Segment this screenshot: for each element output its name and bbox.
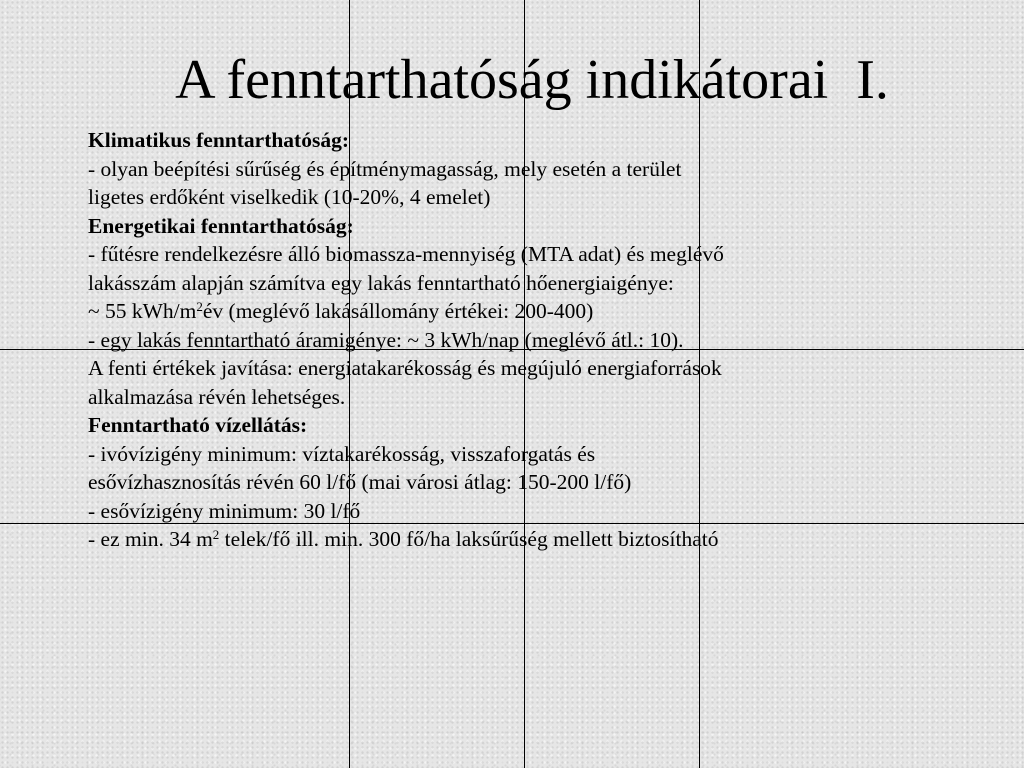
section-heading-water: Fenntartható vízellátás: (88, 413, 308, 437)
slide-title: A fenntarthatóság indikátorai I. (175, 49, 889, 111)
water-line-2: esővízhasznosítás révén 60 l/fő (mai városi átlag: 150-200 l/fő) (88, 470, 632, 494)
climatic-line-1: - olyan beépítési sűrűség és építménymagasság, mely esetén a terület (88, 156, 682, 181)
water-line-4-prefix: - ez min. 34 m (88, 527, 213, 551)
section-heading-energy: Energetikai fenntarthatóság: (88, 213, 354, 238)
energy-line-3 (88, 297, 968, 326)
water-line-4 (88, 525, 968, 554)
slide-body (88, 126, 968, 554)
water-line-4-suffix: telek/fő ill. min. 300 fő/ha laksűrűség mellett biztosítható (219, 527, 719, 551)
water-line-3: - esővízigény minimum: 30 l/fő (88, 498, 361, 523)
energy-line-3-superscript: 2 (196, 299, 203, 314)
energy-line-5: A fenti értékek javítása: energiatakarékosság és megújuló energiaforrások (88, 356, 722, 380)
energy-line-2: lakásszám alapján számítva egy lakás fenntartható hőenergiaigénye: (88, 270, 674, 295)
energy-line-3-suffix: év (meglévő lakásállomány értékei: 200-400) (202, 299, 594, 323)
energy-line-6: alkalmazása révén lehetséges. (88, 384, 346, 409)
climatic-line-2: ligetes erdőként viselkedik (10-20%, 4 emelet) (88, 185, 491, 209)
energy-line-3-prefix: ~ 55 kWh/m (88, 299, 197, 323)
water-line-4-superscript: 2 (212, 527, 220, 542)
section-heading-climatic: Klimatikus fenntarthatóság: (88, 128, 349, 152)
water-line-1: - ivóvízigény minimum: víztakarékosság, visszaforgatás és (88, 441, 596, 466)
energy-line-4: - egy lakás fenntartható áramigénye: ~ 3 kWh/nap (meglévő átl.: 10). (88, 327, 684, 352)
energy-line-1: - fűtésre rendelkezésre álló biomassza-mennyiség (MTA adat) és meglévő (88, 242, 724, 266)
